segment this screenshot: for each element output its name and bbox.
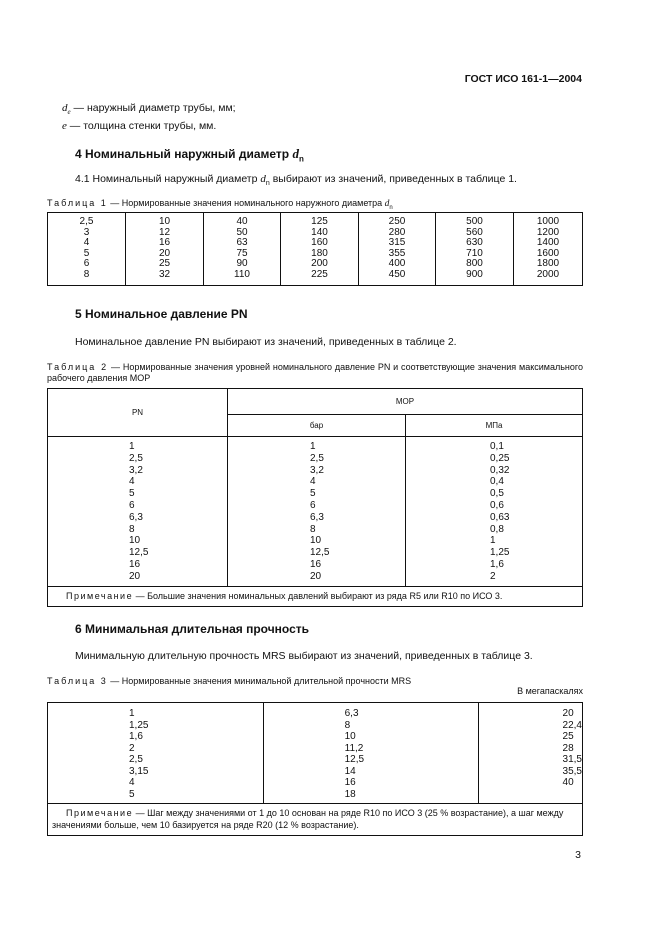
table-1-caption-symbol: d xyxy=(384,199,390,209)
table-cell-value: 2 xyxy=(490,570,496,582)
section-4-para-symbol: d xyxy=(260,173,266,185)
table-cell-value: 0,5 xyxy=(490,488,504,500)
table-1-column-2: 10 12 16 20 25 32 xyxy=(126,213,204,286)
section-4-title-subscript: n xyxy=(298,154,304,164)
document-id: ГОСТ ИСО 161-1—2004 xyxy=(464,73,582,85)
definition-text: — наружный диаметр трубы, мм; xyxy=(70,102,236,114)
table-cell-value: 6,3 xyxy=(344,708,359,719)
table-cell-value: 0,6 xyxy=(490,499,504,511)
table-cell-value: 16 xyxy=(344,777,356,788)
section-6-paragraph: Минимальную длительную прочность MRS выбирают из значений, приведенных в таблице 3. xyxy=(75,650,533,662)
column-bar-values xyxy=(228,437,406,587)
table-2-caption-label: Таблица 2 xyxy=(47,362,109,372)
table-cell-value: 3,15 xyxy=(129,765,149,777)
table-cell-value: 16 xyxy=(310,558,322,570)
table-cell-value: 18 xyxy=(344,788,356,800)
note-text: — Большие значения номинальных давлений выбирают из ряда R5 или R10 по ИСО 3. xyxy=(133,590,503,601)
table-cell-value: 25 xyxy=(562,731,574,742)
table-cell-value: 6 xyxy=(310,499,316,511)
table-cell-value: 4 xyxy=(310,476,316,488)
table-cell-value: 2,5 xyxy=(129,754,143,765)
table-cell-value: 14 xyxy=(344,765,356,777)
symbol-definitions xyxy=(62,101,236,133)
table-2-caption-text: — Нормированные значения уровней номинального давление PN и соответствующие значения максимального рабочего давления МОР xyxy=(47,362,583,383)
section-6-title: 6 Минимальная длительная прочность xyxy=(75,622,310,636)
section-4-para-subscript: n xyxy=(265,180,270,188)
section-4-para-prefix: 4.1 Номинальный наружный диаметр xyxy=(75,173,261,185)
page-number: 3 xyxy=(575,849,581,861)
table-3-caption xyxy=(47,676,411,686)
table-cell-value: 10 xyxy=(310,535,322,547)
table-note-row xyxy=(48,586,583,606)
section-4-title xyxy=(75,146,304,163)
table-cell-value: 2,5 xyxy=(310,452,324,464)
table-row xyxy=(48,437,583,587)
table-cell-value: 28 xyxy=(562,742,574,754)
table-cell-value: 16 xyxy=(129,558,141,570)
column-header-bar: бар xyxy=(228,415,406,437)
table-cell-value: 8 xyxy=(129,523,135,535)
table-cell-value: 0,1 xyxy=(490,441,504,452)
table-cell-value: 3,2 xyxy=(129,464,143,476)
table-1-caption-text: — Нормированные значения номинального наружного диаметра xyxy=(107,198,385,208)
table-1-nominal-diameters xyxy=(47,212,583,286)
table-cell-value: 4 xyxy=(129,476,135,488)
table-cell-value: 0,8 xyxy=(490,523,504,535)
table-cell-value: 3,2 xyxy=(310,464,324,476)
table-cell-value: 6 xyxy=(129,499,135,511)
table-cell-value: 10 xyxy=(129,535,141,547)
section-5-paragraph: Номинальное давление PN выбирают из значений, приведенных в таблице 2. xyxy=(75,336,457,348)
table-cell-value: 2,5 xyxy=(129,452,143,464)
table-1-column-6: 500 560 630 710 800 900 xyxy=(436,213,514,286)
section-4-title-text: 4 Номинальный наружный диаметр xyxy=(75,147,293,161)
table-3-note xyxy=(48,804,583,836)
table-cell-value: 1,25 xyxy=(490,547,510,559)
table-cell-value: 2 xyxy=(129,742,135,754)
table-cell-value: 0,63 xyxy=(490,511,510,523)
table-cell-value: 0,25 xyxy=(490,452,510,464)
table-2-note xyxy=(48,586,583,606)
table-cell-value: 20 xyxy=(310,570,322,582)
table-cell-value: 22,4 xyxy=(562,719,582,731)
column-mpa-values xyxy=(406,437,583,587)
table-1-column-1: 2,5 3 4 5 6 8 xyxy=(79,216,94,280)
note-text: — Шаг между значениями от 1 до 10 основан на ряде R10 по ИСО 3 (25 % возрастание), а шаг между значениями больше, чем 10 базируется на ряде R20 (12 % возрастание). xyxy=(52,808,564,830)
table-cell-value: 12,5 xyxy=(129,547,149,559)
table-3-column-1 xyxy=(48,703,264,804)
table-cell-value: 20 xyxy=(129,570,141,582)
table-cell-value: 12,5 xyxy=(344,754,365,765)
table-cell-value: 11,2 xyxy=(344,742,364,754)
table-1-column-4: 125 140 160 180 200 225 xyxy=(281,213,359,286)
definition-outer-diameter xyxy=(62,101,236,119)
table-1-caption-label: Таблица 1 xyxy=(47,198,108,208)
table-1-column-5: 250 280 315 355 400 450 xyxy=(359,213,436,286)
section-5-title: 5 Номинальное давление PN xyxy=(75,307,248,321)
table-3-caption-label: Таблица 3 xyxy=(47,676,108,686)
column-pn-values xyxy=(48,437,228,587)
table-cell-value: 6,3 xyxy=(129,511,143,523)
table-cell-value: 0,4 xyxy=(490,476,504,488)
table-row xyxy=(48,213,583,286)
section-4-para-suffix: выбирают из значений, приведенных в таблице 1. xyxy=(269,173,517,185)
definition-text: — толщина стенки трубы, мм. xyxy=(66,120,217,133)
table-3-unit: В мегапаскалях xyxy=(517,686,583,696)
table-cell-value: 20 xyxy=(562,708,574,719)
table-cell-value: 10 xyxy=(344,731,356,742)
table-cell-value: 1 xyxy=(490,535,496,547)
note-label: Примечание xyxy=(66,590,134,601)
table-2-nominal-pressure xyxy=(47,388,583,607)
table-cell-value: 5 xyxy=(129,788,135,800)
table-cell-value: 5 xyxy=(129,488,135,500)
table-cell-value: 35,5 xyxy=(562,765,582,777)
table-3-column-3 xyxy=(478,703,582,804)
table-cell-value: 1 xyxy=(310,441,316,452)
table-cell-value: 12,5 xyxy=(310,547,330,559)
table-1-caption-subscript: n xyxy=(389,204,393,211)
table-cell-value: 40 xyxy=(562,777,574,788)
note-label: Примечание xyxy=(66,808,134,818)
table-cell-value: 8 xyxy=(310,523,316,535)
table-3-mrs xyxy=(47,702,583,836)
table-cell-value: 1,25 xyxy=(129,719,149,731)
table-3-column-2 xyxy=(263,703,478,804)
table-cell-value: 5 xyxy=(310,488,316,500)
column-header-pn: PN xyxy=(48,389,228,437)
definition-symbol: d xyxy=(62,102,68,114)
table-row xyxy=(48,703,583,804)
table-cell-value: 31,5 xyxy=(562,754,582,765)
table-3-caption-text: — Нормированные значения минимальной длительной прочности MRS xyxy=(107,676,412,686)
table-2-caption xyxy=(47,362,583,384)
table-note-row xyxy=(48,804,583,836)
table-cell-value: 1,6 xyxy=(129,731,143,742)
column-header-mop: МОР xyxy=(228,389,583,415)
section-4-title-symbol: d xyxy=(292,146,299,161)
definition-subscript: e xyxy=(67,108,71,117)
table-header-row xyxy=(48,389,583,415)
table-1-column-3: 40 50 63 75 90 110 xyxy=(204,213,281,286)
definition-wall-thickness xyxy=(62,119,236,133)
table-cell-value: 8 xyxy=(344,719,351,731)
table-cell-value: 6,3 xyxy=(310,511,324,523)
table-1-column-7: 1000 1200 1400 1600 1800 2000 xyxy=(514,213,583,286)
definition-symbol: e xyxy=(62,120,67,133)
column-header-mpa: МПа xyxy=(406,415,583,437)
table-1-caption xyxy=(47,198,393,211)
table-cell-value: 1,6 xyxy=(490,558,504,570)
table-cell-value: 0,32 xyxy=(490,464,510,476)
table-cell-value: 1 xyxy=(129,441,135,452)
table-cell-value: 1 xyxy=(129,708,135,719)
table-cell-value: 4 xyxy=(129,777,135,788)
section-4-paragraph xyxy=(75,173,517,187)
